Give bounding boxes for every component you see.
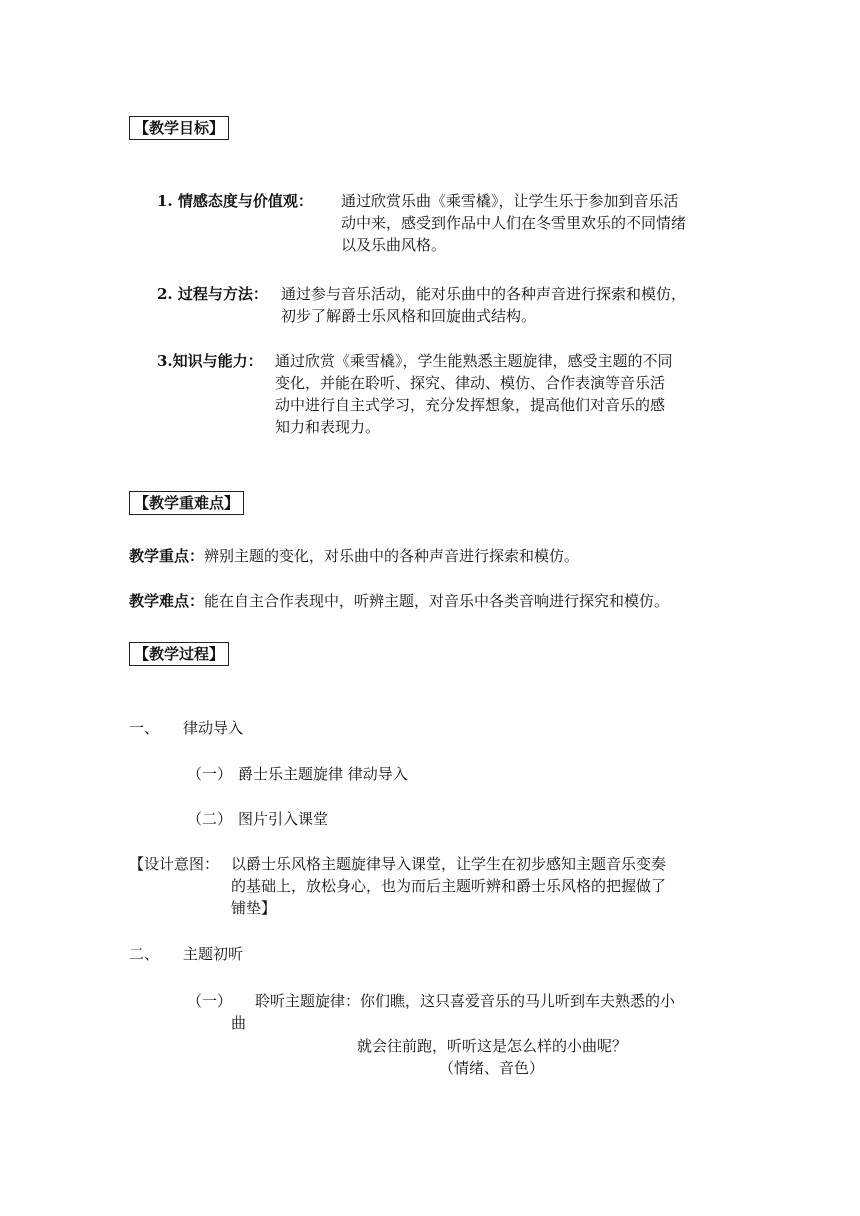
objective-2-text xyxy=(281,283,686,327)
objective-2-label: 2. 过程与方法： xyxy=(157,285,268,303)
sub-2-1-line-4: （情绪、音色） xyxy=(439,1059,545,1077)
design-intent-line: 铺垫】 xyxy=(231,899,277,917)
objective-3-line: 通过欣赏《乘雪橇》，学生能熟悉主题旋律，感受主题的不同 xyxy=(275,352,673,370)
objective-2-line: 初步了解爵士乐风格和回旋曲式结构。 xyxy=(281,307,537,325)
sub-1-1-number: （一） xyxy=(187,765,233,783)
objective-1-label: 1. 情感态度与价值观： xyxy=(157,192,313,210)
design-intent-line: 的基础上，放松身心，也为而后主题听辨和爵士乐风格的把握做了 xyxy=(231,877,667,895)
design-intent-line: 以爵士乐风格主题旋律导入课堂，让学生在初步感知主题音乐变奏 xyxy=(231,855,667,873)
objective-1-line: 动中来，感受到作品中人们在冬雪里欢乐的不同情绪 xyxy=(341,214,687,232)
objective-1-text xyxy=(341,190,686,256)
sub-1-2-number: （二） xyxy=(187,810,233,828)
difficulty-line xyxy=(129,590,669,612)
design-intent-text xyxy=(231,853,666,919)
difficulty-label: 教学难点： xyxy=(129,592,205,610)
focus-label: 教学重点： xyxy=(129,547,205,565)
section-2-title: 主题初听 xyxy=(183,945,244,963)
sub-1-1-text: 爵士乐主题旋律 律动导入 xyxy=(238,765,408,783)
sub-2-1-number: （一） xyxy=(187,992,233,1010)
objective-1-line: 以及乐曲风格。 xyxy=(341,236,447,254)
sub-2-1-line-3: 就会往前跑，听听这是怎么样的小曲呢？ xyxy=(357,1037,628,1055)
section-2-number: 二、 xyxy=(129,945,160,963)
objective-3-line: 变化，并能在聆听、探究、律动、模仿、合作表演等音乐活 xyxy=(275,374,666,392)
sub-1-2-text: 图片引入课堂 xyxy=(238,810,329,828)
heading-process: 【教学过程】 xyxy=(129,642,229,666)
objective-1-line: 通过欣赏乐曲《乘雪橇》，让学生乐于参加到音乐活 xyxy=(341,192,679,210)
section-1-number: 一、 xyxy=(129,719,160,737)
objective-3-label: 3.知识与能力： xyxy=(157,352,263,370)
heading-key-points: 【教学重难点】 xyxy=(129,491,244,515)
sub-2-1-line-1: 聆听主题旋律：你们瞧，这只喜爱音乐的马儿听到车夫熟悉的小 xyxy=(255,992,676,1010)
section-1-title: 律动导入 xyxy=(183,719,244,737)
sub-2-1-line-2: 曲 xyxy=(231,1014,247,1032)
heading-objectives: 【教学目标】 xyxy=(129,116,229,140)
objective-3-line: 知力和表现力。 xyxy=(275,418,381,436)
objective-3-text xyxy=(275,350,673,438)
difficulty-text: 能在自主合作表现中，听辨主题，对音乐中各类音响进行探究和模仿。 xyxy=(204,592,670,610)
focus-text: 辨别主题的变化，对乐曲中的各种声音进行探索和模仿。 xyxy=(204,547,580,565)
objective-2-line: 通过参与音乐活动，能对乐曲中的各种声音进行探索和模仿， xyxy=(281,285,687,303)
objective-3-line: 动中进行自主式学习，充分发挥想象，提高他们对音乐的感 xyxy=(275,396,666,414)
focus-line xyxy=(129,545,579,567)
design-intent-label: 【设计意图： xyxy=(129,855,220,873)
